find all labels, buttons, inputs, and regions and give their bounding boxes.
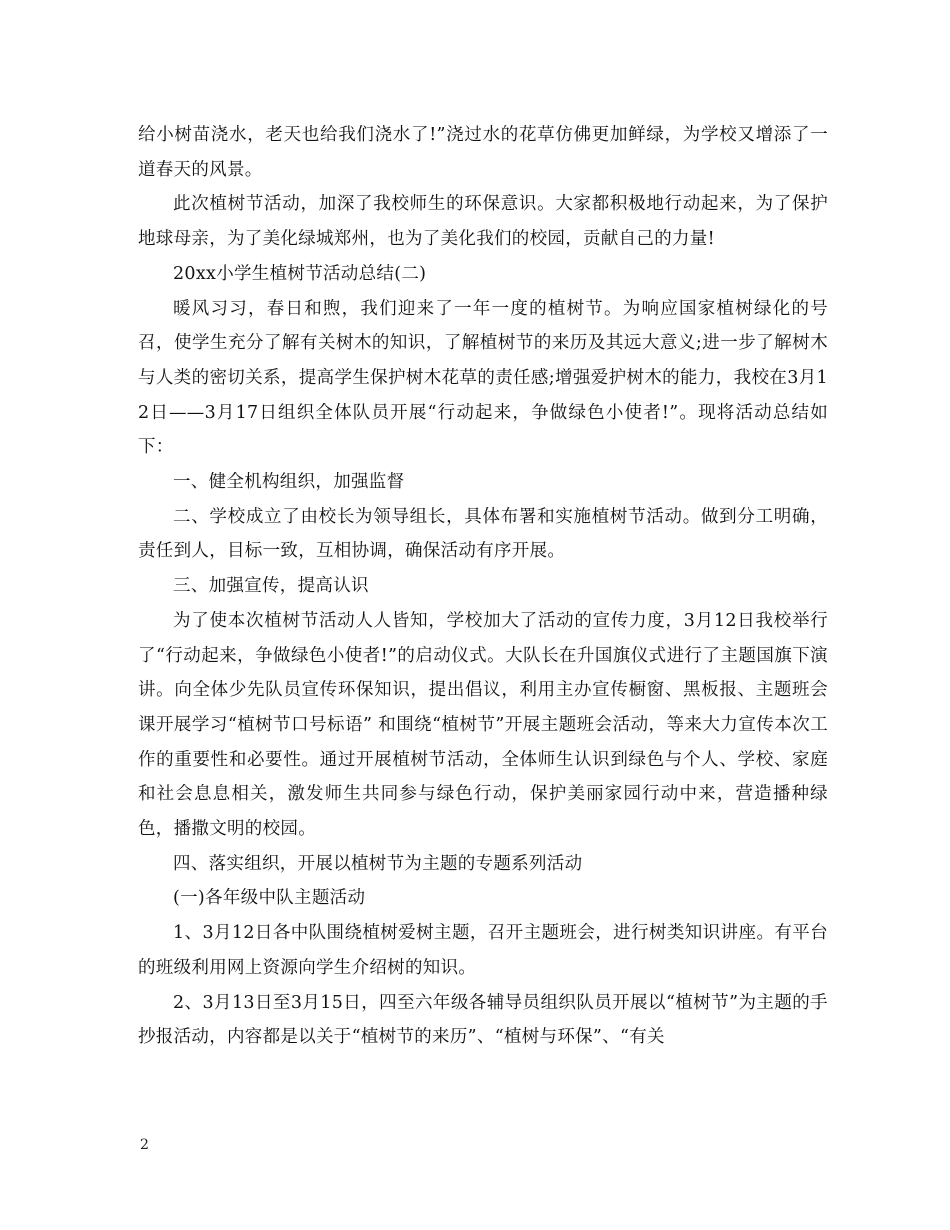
subheading-1: (一)各年级中队主题活动 xyxy=(173,888,366,909)
heading-3: 三、加强宣传，提高认识 xyxy=(173,576,369,597)
paragraph-8: 为了使本次植树节活动人人皆知，学校加大了活动的宣传力度，3月12日我校举行了“行动起来，争做绿色小使者!”的启动仪式。大队长在升国旗仪式进行了主题国旗下演讲。向全体少先队员宣传环保知识，提出倡议，利用主办宣传橱窗、黑板报、主题班会课开展学习“植树节口号标语” 和围绕“植树节”开展主题班会活动，等来大力宣传本次工作的重要性和必要性。通过开展植树节活动，全体师生认识到绿色与个人、学校、家庭和社会息息相关，激发师生共同参与绿色行动，保护美丽家园行动中来，营造播种绿色，播撒文明的校园。 xyxy=(138,610,828,840)
paragraph-1: 给小树苗浇水，老天也给我们浇水了!”浇过水的花草仿佛更加鲜绿，为学校又增添了一道春天的风景。 xyxy=(138,125,828,180)
paragraph-6: 二、学校成立了由校长为领导组长，具体布署和实施植树节活动。做到分工明确，责任到人，目标一致，互相协调，确保活动有序开展。 xyxy=(138,506,828,562)
paragraph-4: 暖风习习，春日和煦，我们迎来了一年一度的植树节。为响应国家植树绿化的号召，使学生充分了解有关树木的知识，了解植树节的来历及其远大意义;进一步了解树木与人类的密切关系，提高学生保护树木花草的责任感;增强爱护树木的能力，我校在3月12日——3月17日组织全体队员开展“行动起来，争做绿色小使者!”。现将活动总结如下： xyxy=(138,298,828,458)
paragraph-12: 2、3月13日至3月15日，四至六年级各辅导员组织队员开展以“植树节”为主题的手抄报活动，内容都是以关于“植树节的来历”、“植树与环保”、“有关 xyxy=(138,992,828,1048)
heading-1: 一、健全机构组织，加强监督 xyxy=(173,472,405,493)
paragraph-11: 1、3月12日各中队围绕植树爱树主题，召开主题班会，进行树类知识讲座。有平台的班级利用网上资源向学生介绍树的知识。 xyxy=(138,923,828,978)
page-number: 2 xyxy=(140,1137,149,1153)
paragraph-2: 此次植树节活动，加深了我校师生的环保意识。大家都积极地行动起来，为了保护地球母亲，为了美化绿城郑州，也为了美化我们的校园，贡献自己的力量! xyxy=(138,194,828,250)
heading-4: 四、落实组织，开展以植树节为主题的专题系列活动 xyxy=(173,853,583,874)
section-title: 20xx小学生植树节活动总结(二) xyxy=(173,263,427,284)
document-body xyxy=(138,118,828,1055)
